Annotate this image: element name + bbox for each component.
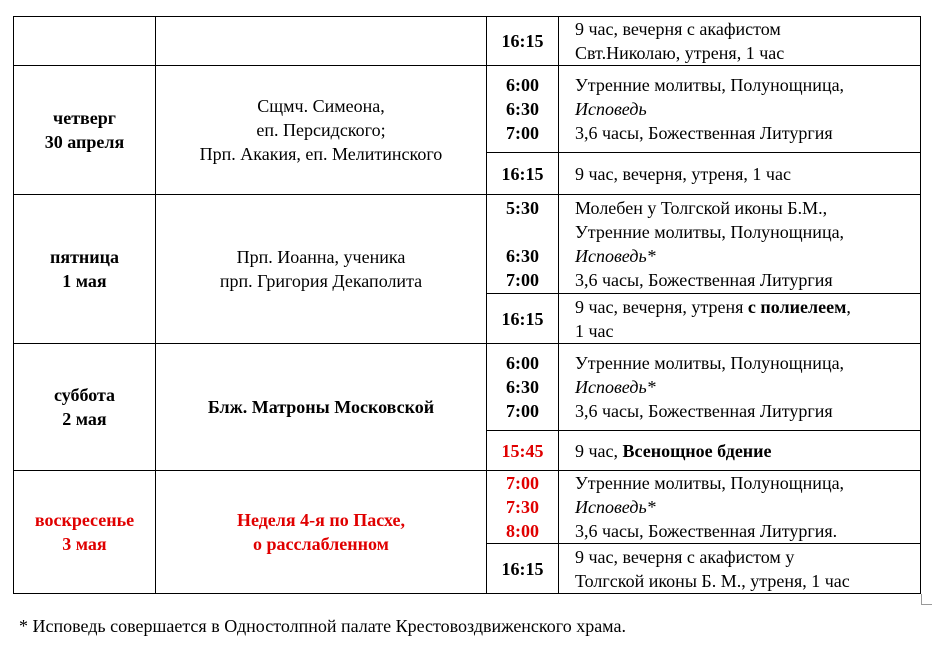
service-line: Утренние молитвы, Полунощница, xyxy=(575,75,845,95)
day-date: 2 мая xyxy=(62,409,107,429)
time-value: 7:00 xyxy=(506,270,539,290)
footnote: * Исповедь совершается в Одностолпной палате Крестовоздвиженского храма. xyxy=(19,616,626,636)
service-line: Утренние молитвы, Полунощница, xyxy=(575,353,845,373)
service-cell xyxy=(559,431,921,471)
bold-phrase: Всенощное бдение xyxy=(622,440,772,461)
service-cell xyxy=(559,544,921,594)
bold-phrase: с полиелеем xyxy=(747,296,847,317)
saint-line: прп. Григория Декаполита xyxy=(219,271,423,291)
saint-line: Блж. Матроны Московской xyxy=(207,397,435,417)
schedule-row xyxy=(14,195,921,294)
time-cell xyxy=(487,544,559,594)
schedule-row xyxy=(14,66,921,153)
time-value: 16:15 xyxy=(501,308,544,329)
day-name: четверг xyxy=(53,108,116,128)
day-date: 1 мая xyxy=(62,271,107,291)
time-value: 7:30 xyxy=(506,497,539,517)
service-cell xyxy=(559,17,921,66)
time-value: 16:15 xyxy=(501,558,544,579)
time-value: 6:00 xyxy=(506,75,539,95)
service-line: 3,6 часы, Божественная Литургия xyxy=(575,401,833,421)
time-value: 6:30 xyxy=(506,377,539,397)
service-line: Молебен у Толгской иконы Б.М., xyxy=(575,198,828,218)
day-cell xyxy=(14,471,156,594)
time-cell xyxy=(487,195,559,294)
service-line: Утренние молитвы, Полунощница, xyxy=(575,222,845,242)
day-date: 3 мая xyxy=(62,534,107,554)
time-value: 6:00 xyxy=(506,353,539,373)
service-line: Исповедь* xyxy=(575,497,656,517)
schedule-table xyxy=(13,16,921,594)
time-value: 6:30 xyxy=(506,99,539,119)
service-line: 9 час, вечерня с акафистом у xyxy=(575,546,795,567)
day-name: пятница xyxy=(49,247,120,267)
saint-line: Неделя 4-я по Пасхе, xyxy=(236,510,406,530)
service-line: 9 час, Всенощное бдение xyxy=(575,440,772,461)
time-cell xyxy=(487,66,559,153)
service-cell xyxy=(559,294,921,344)
saint-cell xyxy=(156,344,487,471)
service-line: Толгской иконы Б. М., утреня, 1 час xyxy=(575,570,850,591)
time-value: 15:45 xyxy=(501,440,544,461)
time-cell xyxy=(487,471,559,544)
service-line: Исповедь* xyxy=(575,377,656,397)
service-line: Исповедь* xyxy=(575,246,656,266)
time-value xyxy=(487,220,558,244)
time-value: 16:15 xyxy=(501,163,544,184)
saint-line: еп. Персидского; xyxy=(256,120,386,140)
service-line: Свт.Николаю, утреня, 1 час xyxy=(575,43,785,63)
saint-line: о расслабленном xyxy=(253,534,389,554)
day-name: воскресенье xyxy=(34,510,135,530)
day-cell xyxy=(14,195,156,344)
service-line: Утренние молитвы, Полунощница, xyxy=(575,473,845,493)
time-value: 5:30 xyxy=(506,198,539,218)
time-cell xyxy=(487,344,559,431)
saint-line: Прп. Иоанна, ученика xyxy=(236,247,406,267)
day-cell xyxy=(14,344,156,471)
service-line: 3,6 часы, Божественная Литургия. xyxy=(575,521,838,541)
service-cell xyxy=(559,344,921,431)
time-value: 6:30 xyxy=(506,246,539,266)
day-cell xyxy=(14,17,156,66)
service-cell xyxy=(559,66,921,153)
schedule-row xyxy=(14,471,921,544)
service-cell xyxy=(559,195,921,294)
time-value: 7:00 xyxy=(506,123,539,143)
day-cell xyxy=(14,66,156,195)
saint-line: Прп. Акакия, еп. Мелитинского xyxy=(199,144,443,164)
service-line: 9 час, вечерня, утреня, 1 час xyxy=(575,163,791,184)
saint-cell xyxy=(156,471,487,594)
time-cell xyxy=(487,17,559,66)
saint-line: Сщмч. Симеона, xyxy=(257,96,385,116)
service-line: 9 час, вечерня, утреня с полиелеем, xyxy=(575,296,851,317)
service-line: 9 час, вечерня с акафистом xyxy=(575,19,781,39)
service-cell xyxy=(559,471,921,544)
schedule-row xyxy=(14,17,921,66)
service-line: 1 час xyxy=(575,320,614,341)
day-name: суббота xyxy=(53,385,116,405)
time-value: 7:00 xyxy=(506,473,539,493)
schedule-row xyxy=(14,344,921,431)
day-date: 30 апреля xyxy=(44,132,125,152)
service-line: Исповедь xyxy=(575,99,647,119)
time-cell xyxy=(487,153,559,195)
time-value: 8:00 xyxy=(506,521,539,541)
paragraph-corner-mark xyxy=(921,594,932,605)
time-cell xyxy=(487,294,559,344)
saint-cell xyxy=(156,17,487,66)
time-value: 16:15 xyxy=(501,31,544,51)
time-value: 7:00 xyxy=(506,401,539,421)
service-line: 3,6 часы, Божественная Литургия xyxy=(575,123,833,143)
service-line: 3,6 часы, Божественная Литургия xyxy=(575,270,833,290)
service-cell xyxy=(559,153,921,195)
time-cell xyxy=(487,431,559,471)
saint-cell xyxy=(156,66,487,195)
saint-cell xyxy=(156,195,487,344)
